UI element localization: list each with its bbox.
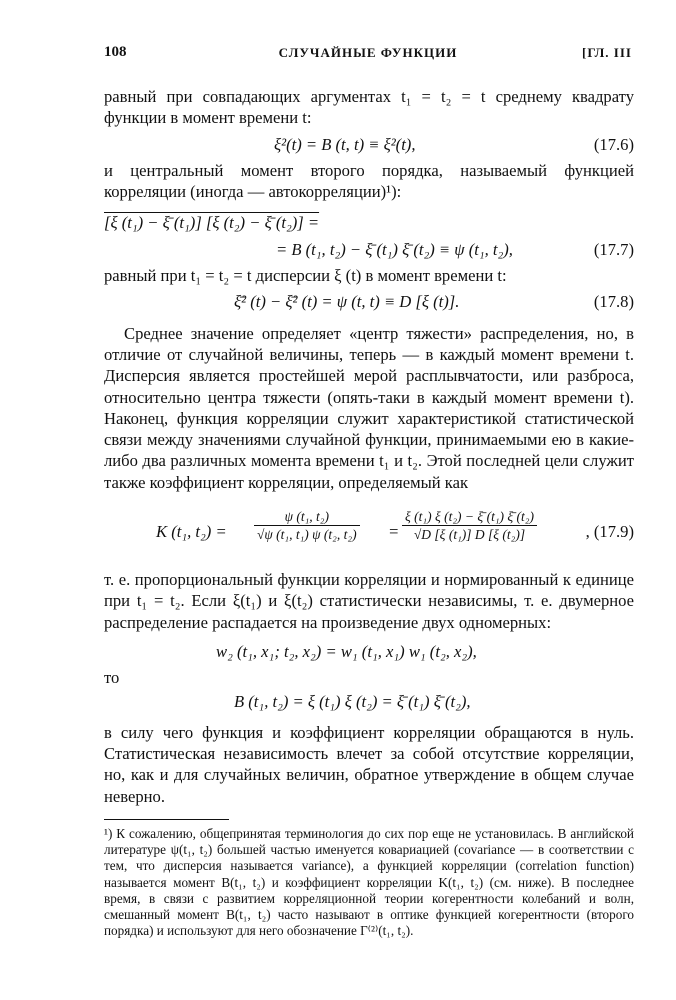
eq-17-7-lhs: [ξ (t₁) − ξ̄ (t₁)] [ξ (t₂) − ξ̄ (t₂)] = <box>104 213 320 233</box>
paragraph-3: равный при t₁ = t₂ = t дисперсии ξ (t) в момент времени t: <box>104 266 507 286</box>
equation-17-7-line2 <box>104 239 634 260</box>
equation-distribution <box>104 641 634 662</box>
paragraph-5: т. е. пропорциональный функции корреляции и нормированный к единице при t₁ = t₂. Если ξ(t₁) и ξ(t₂) статистически независимы, т. е. двумерное распределение распадается на произведение двух одномерных: <box>104 570 634 632</box>
equation-17-9 <box>104 505 634 559</box>
paragraph-2: и центральный момент второго порядка, называемый функцией корреляции (иногда — автокорреляции)¹): <box>104 160 634 202</box>
paragraph-4: Среднее значение определяет «центр тяжести» распределения, но, в отличие от случайной величины, теперь — в каждый момент времени t. Дисперсия является простейшей мерой расплывчатости, или разброса, относительно центра тяжести (опять-таки в каждый момент времени t). Наконец, функция корреляции служит характеристикой статистической связи между значениями случайной функции, принимаемыми ею в какие-либо два различных момента времени t₁ и t₂. Этой последней цели служит также коэффициент корреляции, определяемый как <box>104 323 634 492</box>
paragraph-7: в силу чего функция и коэффициент корреляции обращаются в нуль. Статистическая независимость влечет за собой отсутствие корреляции, но, как и для случайных величин, обратное утверждение в общем случае неверно. <box>104 722 634 806</box>
main-text <box>104 86 634 939</box>
equation-17-8 <box>104 291 634 312</box>
chapter-title: СЛУЧАЙНЫЕ ФУНКЦИИ <box>278 45 458 60</box>
eq-17-9-fraction-2 <box>402 509 537 543</box>
eq-17-7-number: (17.7) <box>593 239 634 259</box>
eq-moment-formula: B (t₁, t₂) = ξ (t₁) ξ (t₂) = ξ̄ (t₁) ξ̄ (t₂), <box>234 691 471 711</box>
eq-17-8-number: (17.8) <box>593 292 634 312</box>
eq-17-9-denominator-2: √D [ξ (t₁)] D [ξ (t₂)] <box>413 527 526 543</box>
page-number: 108 <box>104 44 127 60</box>
paragraph-1: равный при совпадающих аргументах t₁ = t₂ = t среднему квадрату функции в момент времени t: <box>104 87 634 128</box>
equation-moment <box>104 691 634 712</box>
running-header <box>104 44 632 68</box>
eq-17-9-numerator-2: ξ (t₁) ξ (t₂) − ξ̄ (t₁) ξ̄ (t₂) <box>402 509 537 526</box>
eq-distribution-formula: w₂ (t₁, x₁; t₂, x₂) = w₁ (t₁, x₁) w₁ (t₂, x₂), <box>216 641 477 661</box>
eq-17-8-formula: ξ̄² (t) − ξ̄² (t) = ψ (t, t) ≡ D [ξ (t)]. <box>234 292 460 312</box>
equation-17-7-line1 <box>104 212 634 233</box>
eq-17-9-equals: = <box>388 522 400 542</box>
eq-17-9-denominator-1: √ψ (t₁, t₁) ψ (t₂, t₂) <box>257 527 357 543</box>
footnote-1: ¹) К сожалению, общепринятая терминология до сих пор еще не установилась. В английской литературе ψ(t₁, t₂) большей частью именуется ковариацией (covariance — в соответствии с тем, что дисперсия называется variance), а функцией корреляции (correlation function) называется момент B(t₁, t₂) и коэффициент корреляции K(t₁, t₂) (см. ниже). В последнее время, в связи с развитием корреляционной теории когерентности колебаний и волн, смешанный момент B(t₁, t₂) часто называют в оптике функцией когерентности (второго порядка) и используют для него обозначение Γ⁽²⁾(t₁, t₂). <box>104 826 634 939</box>
footnote-divider <box>104 819 229 820</box>
chapter-ref: [ГЛ. III <box>581 45 632 60</box>
eq-17-7-rhs: = B (t₁, t₂) − ξ̄ (t₁) ξ̄ (t₂) ≡ ψ (t₁, t₂), <box>276 239 513 259</box>
eq-17-9-number: , (17.9) <box>585 522 634 542</box>
paragraph-6: то <box>104 668 120 688</box>
eq-17-6-number: (17.6) <box>593 134 634 154</box>
eq-17-9-numerator-1: ψ (t₁, t₂) <box>254 509 360 526</box>
equation-17-6 <box>104 134 634 155</box>
eq-17-9-fraction-1 <box>254 509 360 543</box>
eq-17-9-lhs: K (t₁, t₂) = <box>156 522 227 542</box>
eq-17-6-formula: ξ²(t) = B (t, t) ≡ ξ²(t), <box>274 134 416 154</box>
